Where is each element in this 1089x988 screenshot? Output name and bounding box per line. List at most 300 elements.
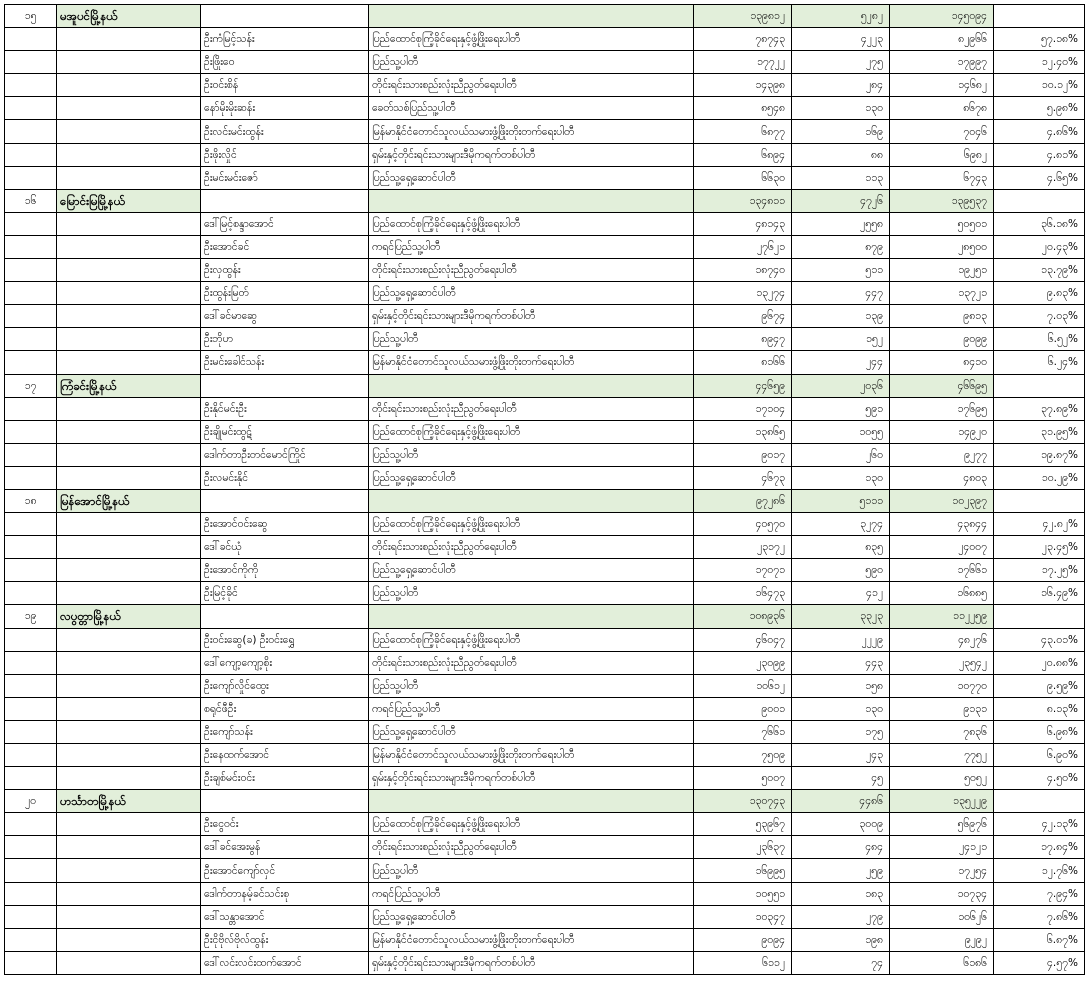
party-name: ပြည်သူ့ရှေ့ဆောင်ပါတီ [369,466,694,489]
candidate-advance-votes: ၁၀၅၅ [792,420,890,443]
candidate-votes: ၂၇၆၂၁ [694,235,792,258]
township-total-votes: ၁၃၀၇၄၃ [694,790,792,813]
candidate-percentage: ၆.၉၀% [994,744,1085,767]
candidate-row [5,882,1085,905]
candidate-total-votes: ၁၇၆၉၅ [890,397,994,420]
candidate-name: ဦးငွေဝင်း [201,813,369,836]
empty-cell [5,813,57,836]
township-total-votes: ၁၃၄၈၁၁ [694,189,792,212]
candidate-percentage: ၃၁.၉၅% [994,420,1085,443]
empty-cell [57,74,201,97]
candidate-name: ဦးကျော်သန်း [201,720,369,743]
candidate-total-votes: ၆၇၄၃ [890,166,994,189]
candidate-advance-votes: ၁၉၈ [792,928,890,951]
empty-cell [57,536,201,559]
candidate-votes: ၅၀၀၇ [694,767,792,790]
empty-cell [57,97,201,120]
election-results-table [4,4,1085,975]
candidate-advance-votes: ၄၄၃ [792,651,890,674]
candidate-row [5,951,1085,974]
candidate-votes: ၄၈၁၄၃ [694,212,792,235]
empty-cell [5,674,57,697]
candidate-name: ဦးမင်းခေါင်သန်း [201,351,369,374]
candidate-advance-votes: ၃၂၇၄ [792,513,890,536]
candidate-votes: ၁၇၀၇၁ [694,559,792,582]
candidate-total-votes: ၁၇၆၆၁ [890,559,994,582]
candidate-votes: ၁၆၉၉၅ [694,859,792,882]
empty-cell [5,767,57,790]
empty-cell [5,466,57,489]
candidate-name: ဦးဖိုးလှိုင် [201,143,369,166]
township-name: ဟင်္သာတမြို့နယ် [57,790,201,813]
candidate-total-votes: ၈၂၉၆၆ [890,28,994,51]
empty-cell [57,397,201,420]
candidate-row [5,443,1085,466]
candidate-advance-votes: ၁၃၉ [792,305,890,328]
candidate-advance-votes: ၂၈၄ [792,74,890,97]
empty-cell [57,882,201,905]
candidate-advance-votes: ၁၃၀ [792,97,890,120]
empty-cell [57,951,201,974]
candidate-row [5,397,1085,420]
candidate-name: ဦးကံမြင့်သန်း [201,28,369,51]
township-header-row [5,605,1085,628]
candidate-votes: ၄၀၅၇၀ [694,513,792,536]
candidate-total-votes: ၂၄၀၀၇ [890,536,994,559]
township-name: မြောင်းမြမြို့နယ် [57,189,201,212]
party-name: ရှမ်းနှင့်တိုင်းရင်းသားများဒီမိုကရက်တစ်ပါတီ [369,951,694,974]
candidate-advance-votes: ၄၂၂၃ [792,28,890,51]
empty-cell [5,859,57,882]
candidate-total-votes: ၅၀၅၂ [890,767,994,790]
candidate-row [5,559,1085,582]
candidate-votes: ၁၈၇၄၀ [694,259,792,282]
empty-cell [57,559,201,582]
candidate-name: ဦးမင်းမင်းဇော် [201,166,369,189]
empty-cell [57,767,201,790]
candidate-percentage: ၉.၅၉% [994,674,1085,697]
township-number: ၂၀ [5,790,57,813]
candidate-total-votes: ၉၀၉၉ [890,328,994,351]
empty-cell [57,120,201,143]
party-name: ပြည်သူ့ရှေ့ဆောင်ပါတီ [369,720,694,743]
empty-cell [369,374,694,397]
empty-cell [5,536,57,559]
candidate-name: ဒေါ်သန္တာအောင် [201,905,369,928]
party-name: တိုင်းရင်းသားစည်းလုံးညီညွတ်ရေးပါတီ [369,397,694,420]
empty-cell [201,5,369,28]
candidate-name: ဦးထွန်းမြတ် [201,282,369,305]
candidate-total-votes: ၁၀၆၂၆ [890,905,994,928]
candidate-votes: ၁၃၈၆၅ [694,420,792,443]
candidate-row [5,166,1085,189]
candidate-advance-votes: ၅၁၁ [792,259,890,282]
candidate-advance-votes: ၅၉၁ [792,397,890,420]
candidate-name: နော်မိုးမိုးဆန်း [201,97,369,120]
candidate-advance-votes: ၂၅၉ [792,859,890,882]
empty-cell [57,235,201,258]
candidate-name: ဦးငိုဗိုလ်ဗိုလ်ထွန်း [201,928,369,951]
candidate-total-votes: ၁၀၇၃၄ [890,882,994,905]
candidate-row [5,536,1085,559]
candidate-votes: ၆၁၁၂ [694,951,792,974]
candidate-percentage: ၁၂.၄၀% [994,51,1085,74]
township-number: ၁၆ [5,189,57,212]
empty-cell [57,466,201,489]
candidate-name: ဒေါ်ခင်ယုံ [201,536,369,559]
empty-cell [201,790,369,813]
candidate-name: စရုင်ဖီဦး [201,697,369,720]
empty-cell [57,513,201,536]
party-name: ပြည်ထောင်စုကြံ့ခိုင်ရေးနှင့်ဖွံ့ဖြိုးရေးပါတီ [369,28,694,51]
party-name: ကရင်ပြည်သူ့ပါတီ [369,235,694,258]
candidate-votes: ၄၆၀၄၇ [694,628,792,651]
candidate-votes: ၁၄၃၉၈ [694,74,792,97]
empty-cell [201,489,369,512]
candidate-advance-votes: ၇၄ [792,951,890,974]
empty-cell [5,212,57,235]
party-name: မြန်မာနိုင်ငံတောင်သူလယ်သမားဖွံ့ဖြိုးတိုးတက်ရေးပါတီ [369,120,694,143]
candidate-total-votes: ၁၀၇၇၀ [890,674,994,697]
candidate-row [5,697,1085,720]
candidate-advance-votes: ၁၅၂ [792,328,890,351]
candidate-total-votes: ၉၁၃၁ [890,697,994,720]
candidate-votes: ၉၀၁၇ [694,443,792,466]
candidate-votes: ၄၆၇၃ [694,466,792,489]
candidate-advance-votes: ၁၁၃ [792,166,890,189]
empty-cell [369,5,694,28]
candidate-percentage: ၄.၅၀% [994,767,1085,790]
candidate-votes: ၂၃၆၃၇ [694,836,792,859]
candidate-total-votes: ၇၈၃၆ [890,720,994,743]
empty-cell [57,674,201,697]
candidate-row [5,720,1085,743]
candidate-row [5,767,1085,790]
empty-cell [57,651,201,674]
candidate-row [5,582,1085,605]
empty-cell [57,813,201,836]
township-grand-total: ၁၃၅၂၂၉ [890,790,994,813]
candidate-advance-votes: ၄၈၄ [792,836,890,859]
empty-cell [5,513,57,536]
township-grand-total: ၁၃၉၅၃၇ [890,189,994,212]
candidate-percentage: ၇.၈၆% [994,905,1085,928]
empty-cell [57,143,201,166]
candidate-total-votes: ၈၆၇၈ [890,97,994,120]
candidate-percentage: ၃၆.၁၈% [994,212,1085,235]
candidate-name: ဦးလှထွန်း [201,259,369,282]
empty-cell [57,305,201,328]
party-name: တိုင်းရင်းသားစည်းလုံးညီညွတ်ရေးပါတီ [369,259,694,282]
empty-cell [57,905,201,928]
candidate-advance-votes: ၃၀၀၉ [792,813,890,836]
candidate-percentage: ၆.၂၄% [994,351,1085,374]
party-name: ပြည်သူ့ပါတီ [369,859,694,882]
party-name: မြန်မာနိုင်ငံတောင်သူလယ်သမားဖွံ့ဖြိုးတိုးတက်ရေးပါတီ [369,928,694,951]
empty-cell [57,259,201,282]
candidate-name: ဒေါက်တာဦးတင်မောင်ကြိုင် [201,443,369,466]
candidate-total-votes: ၆၁၈၆ [890,951,994,974]
candidate-name: ဦးအောင်ကိုကို [201,559,369,582]
party-name: ပြည်သူ့ရှေ့ဆောင်ပါတီ [369,905,694,928]
candidate-advance-votes: ၄၁၂ [792,582,890,605]
township-header-row [5,489,1085,512]
party-name: ပြည်သူ့ပါတီ [369,582,694,605]
township-invalid-votes: ၄၄၈၆ [792,790,890,813]
empty-cell [57,443,201,466]
township-number: ၁၈ [5,489,57,512]
candidate-percentage: ၁၆.၄၉% [994,582,1085,605]
empty-cell [5,328,57,351]
candidate-advance-votes: ၅၉၀ [792,559,890,582]
candidate-advance-votes: ၂၆၀ [792,443,890,466]
empty-cell [57,697,201,720]
candidate-total-votes: ၂၄၁၂၁ [890,836,994,859]
candidate-percentage: ၁၇.၂၅% [994,559,1085,582]
candidate-row [5,651,1085,674]
empty-cell [57,166,201,189]
candidate-percentage: ၇.၉၄% [994,882,1085,905]
township-total-votes: ၉၇၂၈၆ [694,489,792,512]
empty-cell [5,259,57,282]
candidate-percentage: ၄၂.၈၂% [994,513,1085,536]
party-name: ပြည်သူ့ပါတီ [369,51,694,74]
party-name: ပြည်ထောင်စုကြံ့ခိုင်ရေးနှင့်ဖွံ့ဖြိုးရေးပါတီ [369,813,694,836]
township-name: မြန်အောင်မြို့နယ် [57,489,201,512]
candidate-name: ဦးနေထက်အောင် [201,744,369,767]
candidate-name: ဒေါ်ခင်အေးမွန် [201,836,369,859]
empty-cell [994,790,1085,813]
candidate-row [5,143,1085,166]
candidate-row [5,420,1085,443]
township-invalid-votes: ၅၂၈၂ [792,5,890,28]
candidate-row [5,513,1085,536]
candidate-advance-votes: ၂၂၂၉ [792,628,890,651]
empty-cell [5,143,57,166]
empty-cell [201,189,369,212]
candidate-total-votes: ၁၄၉၂၀ [890,420,994,443]
candidate-votes: ၉၆၇၄ [694,305,792,328]
candidate-row [5,928,1085,951]
candidate-votes: ၁၇၇၂၂ [694,51,792,74]
empty-cell [57,28,201,51]
township-grand-total: ၁၁၂၂၅၉ [890,605,994,628]
candidate-row [5,628,1085,651]
party-name: ခေတ်သစ်ပြည်သူ့ပါတီ [369,97,694,120]
candidate-total-votes: ၈၄၁၀ [890,351,994,374]
township-header-row [5,5,1085,28]
candidate-name: ဦးလင်းမင်းထွန်း [201,120,369,143]
empty-cell [5,651,57,674]
candidate-name: ဦးကျော်လှိုင်ထွေး [201,674,369,697]
empty-cell [5,559,57,582]
candidate-votes: ၁၀၃၄၇ [694,905,792,928]
candidate-total-votes: ၉၂၇၇ [890,443,994,466]
candidate-name: ဦးအောင်ခင် [201,235,369,258]
candidate-row [5,74,1085,97]
candidate-row [5,813,1085,836]
empty-cell [201,605,369,628]
candidate-row [5,120,1085,143]
candidate-total-votes: ၂၈၅၀၀ [890,235,994,258]
candidate-total-votes: ၁၄၆၈၂ [890,74,994,97]
candidate-votes: ၁၀၆၁၂ [694,674,792,697]
empty-cell [5,397,57,420]
party-name: မြန်မာနိုင်ငံတောင်သူလယ်သမားဖွံ့ဖြိုးတိုးတက်ရေးပါတီ [369,351,694,374]
party-name: ရှမ်းနှင့်တိုင်းရင်းသားများဒီမိုကရက်တစ်ပါတီ [369,305,694,328]
candidate-total-votes: ၅၆၉၇၆ [890,813,994,836]
candidate-votes: ၆၆၃၀ [694,166,792,189]
candidate-total-votes: ၁၇၉၉၇ [890,51,994,74]
party-name: တိုင်းရင်းသားစည်းလုံးညီညွတ်ရေးပါတီ [369,836,694,859]
candidate-row [5,744,1085,767]
empty-cell [5,443,57,466]
candidate-advance-votes: ၂၇၉ [792,905,890,928]
candidate-advance-votes: ၄၄၇ [792,282,890,305]
candidate-percentage: ၄.၆၅% [994,166,1085,189]
empty-cell [5,836,57,859]
township-grand-total: ၁၀၂၃၉၇ [890,489,994,512]
party-name: ကရင်ပြည်သူ့ပါတီ [369,882,694,905]
candidate-total-votes: ၂၃၅၄၂ [890,651,994,674]
empty-cell [994,489,1085,512]
township-header-row [5,189,1085,212]
empty-cell [5,282,57,305]
empty-cell [369,605,694,628]
candidate-votes: ၇၆၆၁ [694,720,792,743]
candidate-name: ဦးမြင့်ခိုင် [201,582,369,605]
candidate-total-votes: ၆၉၈၂ [890,143,994,166]
candidate-advance-votes: ၁၃၀ [792,466,890,489]
candidate-percentage: ၆.၅၂% [994,328,1085,351]
empty-cell [994,374,1085,397]
candidate-percentage: ၃၇.၈၉% [994,397,1085,420]
candidate-name: ဦးနိုင်မင်းဦး [201,397,369,420]
candidate-total-votes: ၇၇၅၂ [890,744,994,767]
township-number: ၁၉ [5,605,57,628]
candidate-advance-votes: ၈၇၉ [792,235,890,258]
candidate-percentage: ၅.၉၈% [994,97,1085,120]
party-name: မြန်မာနိုင်ငံတောင်သူလယ်သမားဖွံ့ဖြိုးတိုးတက်ရေးပါတီ [369,744,694,767]
candidate-advance-votes: ၂၇၅ [792,51,890,74]
candidate-votes: ၁၇၁၀၄ [694,397,792,420]
candidate-advance-votes: ၂၄၃ [792,744,890,767]
township-total-votes: ၄၄၆၅၉ [694,374,792,397]
candidate-row [5,97,1085,120]
party-name: ပြည်ထောင်စုကြံ့ခိုင်ရေးနှင့်ဖွံ့ဖြိုးရေးပါတီ [369,212,694,235]
empty-cell [369,189,694,212]
candidate-votes: ၂၃၁၇၂ [694,536,792,559]
empty-cell [57,282,201,305]
party-name: ပြည်သူ့ပါတီ [369,328,694,351]
candidate-advance-votes: ၁၃၀ [792,697,890,720]
candidate-votes: ၂၃၀၉၉ [694,651,792,674]
empty-cell [57,720,201,743]
candidate-percentage: ၁၉.၈၇% [994,443,1085,466]
township-name: မအူပင်မြို့နယ် [57,5,201,28]
township-grand-total: ၄၆၆၉၅ [890,374,994,397]
candidate-percentage: ၄၂.၁၃% [994,813,1085,836]
candidate-advance-votes: ၁၇၅ [792,720,890,743]
empty-cell [369,790,694,813]
candidate-total-votes: ၄၈၂၇၆ [890,628,994,651]
candidate-row [5,235,1085,258]
candidate-row [5,259,1085,282]
candidate-votes: ၈၅၄၈ [694,97,792,120]
township-invalid-votes: ၃၃၂၃ [792,605,890,628]
empty-cell [994,5,1085,28]
candidate-percentage: ၂၀.၄၃% [994,235,1085,258]
township-number: ၁၅ [5,5,57,28]
candidate-percentage: ၄.၈၁% [994,143,1085,166]
candidate-votes: ၈၁၆၆ [694,351,792,374]
candidate-percentage: ၁၀.၂၉% [994,466,1085,489]
party-name: ပြည်သူ့ရှေ့ဆောင်ပါတီ [369,282,694,305]
candidate-votes: ၉၀၉၄ [694,928,792,951]
empty-cell [5,235,57,258]
township-total-votes: ၁၃၉၈၁၂ [694,5,792,28]
party-name: တိုင်းရင်းသားစည်းလုံးညီညွတ်ရေးပါတီ [369,74,694,97]
empty-cell [5,166,57,189]
party-name: ပြည်သူ့ပါတီ [369,443,694,466]
empty-cell [5,697,57,720]
candidate-row [5,282,1085,305]
candidate-name: ဒေါက်တာနမ့်ခင်သင်းစု [201,882,369,905]
candidate-percentage: ၇.၀၃% [994,305,1085,328]
empty-cell [5,951,57,974]
candidate-percentage: ၅၇.၁၈% [994,28,1085,51]
township-name: ကြံခင်းမြို့နယ် [57,374,201,397]
candidate-percentage: ၁၂.၇၆% [994,859,1085,882]
candidate-advance-votes: ၁၆၉ [792,120,890,143]
candidate-percentage: ၆.၉၈% [994,720,1085,743]
candidate-total-votes: ၁၉၂၅၁ [890,259,994,282]
candidate-name: ဦးအောင်ဝင်းဆွေ [201,513,369,536]
party-name: ပြည်သူ့ပါတီ [369,674,694,697]
empty-cell [57,420,201,443]
candidate-votes: ၆၈၉၄ [694,143,792,166]
candidate-total-votes: ၁၇၂၅၄ [890,859,994,882]
candidate-percentage: ၁၀.၁၂% [994,74,1085,97]
candidate-advance-votes: ၁၅၈ [792,674,890,697]
candidate-row [5,351,1085,374]
party-name: တိုင်းရင်းသားစည်းလုံးညီညွတ်ရေးပါတီ [369,651,694,674]
candidate-votes: ၈၉၄၇ [694,328,792,351]
party-name: ပြည်သူ့ရှေ့ဆောင်ပါတီ [369,559,694,582]
party-name: ပြည်ထောင်စုကြံ့ခိုင်ရေးနှင့်ဖွံ့ဖြိုးရေးပါတီ [369,628,694,651]
candidate-name: ဦးဖြိုးဝေ [201,51,369,74]
candidate-name: ဦးဘိုဟ [201,328,369,351]
candidate-percentage: ၄.၅၇% [994,951,1085,974]
candidate-votes: ၉၀၀၁ [694,697,792,720]
township-header-row [5,374,1085,397]
candidate-advance-votes: ၂၅၅၈ [792,212,890,235]
empty-cell [57,351,201,374]
township-invalid-votes: ၅၁၁၁ [792,489,890,512]
party-name: ရှမ်းနှင့်တိုင်းရင်းသားများဒီမိုကရက်တစ်ပါတီ [369,767,694,790]
empty-cell [5,905,57,928]
empty-cell [5,744,57,767]
candidate-percentage: ၆.၈၇% [994,928,1085,951]
candidate-votes: ၁၀၅၅၁ [694,882,792,905]
candidate-votes: ၇၅၀၉ [694,744,792,767]
township-grand-total: ၁၄၅၀၉၄ [890,5,994,28]
township-number: ၁၇ [5,374,57,397]
empty-cell [57,51,201,74]
empty-cell [5,582,57,605]
candidate-votes: ၁၆၄၇၃ [694,582,792,605]
empty-cell [994,605,1085,628]
